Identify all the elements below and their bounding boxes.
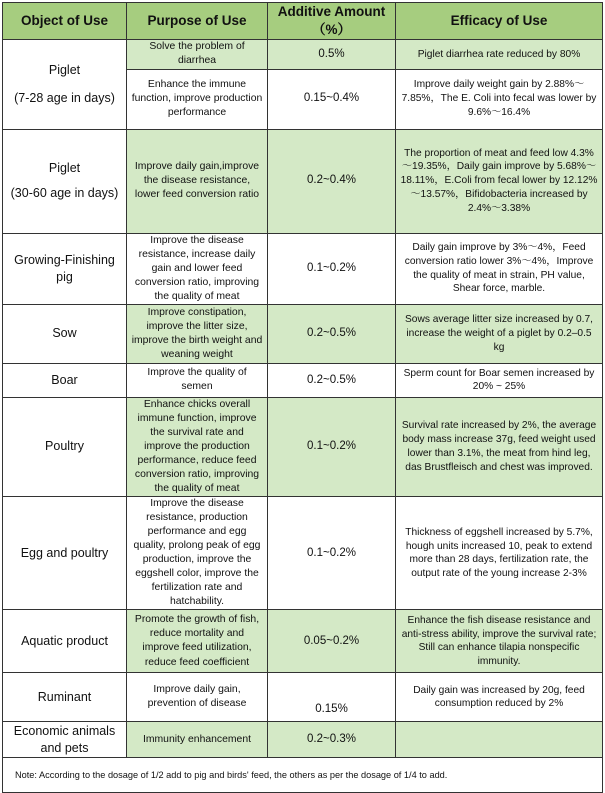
object-cell: Sow (3, 304, 127, 363)
amount-cell: 0.15~0.4% (268, 69, 396, 129)
amount-cell: 0.15% (268, 673, 396, 722)
dosage-note: Note: According to the dosage of 1/2 add to pig and birds' feed, the others as per the dosage of 1/4 to add. (3, 758, 603, 793)
amount-cell: 0.5% (268, 40, 396, 69)
header-object: Object of Use (3, 3, 127, 40)
efficacy-cell: Daily gain was increased by 20g, feed consumption reduced by 2% (396, 673, 603, 722)
amount-cell: 0.2~0.5% (268, 363, 396, 397)
header-purpose: Purpose of Use (127, 3, 268, 40)
efficacy-cell: Survival rate increased by 2%, the average body mass increase 37g, feed weight used lower than 3.1%, the meat from hind leg, das Brustfleisch and chest was improved. (396, 397, 603, 496)
amount-cell: 0.1~0.2% (268, 397, 396, 496)
amount-cell: 0.1~0.2% (268, 233, 396, 304)
amount-cell: 0.2~0.3% (268, 722, 396, 758)
amount-cell: 0.05~0.2% (268, 610, 396, 673)
object-cell: Boar (3, 363, 127, 397)
efficacy-cell: The proportion of meat and feed low 4.3%～19.35%，Daily gain improve by 5.68%～18.11%，E.Coli from fecal lower by 12.12%～13.57%，Bifidobacteria increased by 2.4%～3.38% (396, 129, 603, 233)
object-subtitle: (7-28 age in days) (14, 91, 115, 106)
object-cell: Ruminant (3, 673, 127, 722)
table-row (3, 129, 603, 233)
note-row (3, 758, 603, 793)
table-row (3, 722, 603, 758)
amount-cell: 0.2~0.4% (268, 129, 396, 233)
purpose-cell: Enhance chicks overall immune function, improve the survival rate and improve the production performance, reduce feed conversion ratio, improving the quality of meat (127, 397, 268, 496)
table-row (3, 233, 603, 304)
efficacy-cell: Sperm count for Boar semen increased by 20% ~ 25% (396, 363, 603, 397)
purpose-cell: Enhance the immune function, improve production performance (127, 69, 268, 129)
object-cell (3, 40, 127, 129)
table-row (3, 40, 603, 69)
object-cell: Egg and poultry (3, 497, 127, 610)
purpose-cell: Solve the problem of diarrhea (127, 40, 268, 69)
efficacy-cell: Improve daily weight gain by 2.88%～7.85%，The E. Coli into fecal was lower by 9.6%～16.4% (396, 69, 603, 129)
purpose-cell: Improve daily gain,improve the disease resistance, lower feed conversion ratio (127, 129, 268, 233)
amount-cell: 0.2~0.5% (268, 304, 396, 363)
object-cell: Aquatic product (3, 610, 127, 673)
purpose-cell: Improve daily gain, prevention of disease (127, 673, 268, 722)
object-name: Piglet (48, 62, 81, 77)
additive-usage-table (2, 2, 603, 793)
purpose-cell: Improve the disease resistance, production performance and egg quality, prolong peak of egg production, improve the eggshell color, improve the fertilization rate and hatchability. (127, 497, 268, 610)
object-subtitle: (30-60 age in days) (10, 186, 119, 201)
object-cell: Poultry (3, 397, 127, 496)
amount-cell: 0.1~0.2% (268, 497, 396, 610)
table-row (3, 363, 603, 397)
purpose-cell: Improve constipation, improve the litter size, improve the birth weight and weaning weight (127, 304, 268, 363)
efficacy-cell: Enhance the fish disease resistance and anti-stress ability, improve the survival rate; Still can enhance tilapia nonspecific immunity. (396, 610, 603, 673)
purpose-cell: Promote the growth of fish, reduce mortality and improve feed utilization, reduce feed coefficient (127, 610, 268, 673)
purpose-cell: Improve the quality of semen (127, 363, 268, 397)
object-cell: Economic animals and pets (3, 722, 127, 758)
efficacy-cell: Thickness of eggshell increased by 5.7%, hough units increased 10, peak to extend more than 28 days, fertilization rate, the output rate of the young increase 2-3% (396, 497, 603, 610)
object-cell (3, 129, 127, 233)
table-row (3, 497, 603, 610)
efficacy-cell: Piglet diarrhea rate reduced by 80% (396, 40, 603, 69)
purpose-cell: Improve the disease resistance, increase daily gain and lower feed conversion ratio, improving the quality of meat (127, 233, 268, 304)
table-row (3, 397, 603, 496)
table-row (3, 610, 603, 673)
header-row (3, 3, 603, 40)
purpose-cell: Immunity enhancement (127, 722, 268, 758)
header-amount: Additive Amount（%） (268, 3, 396, 40)
header-efficacy: Efficacy of Use (396, 3, 603, 40)
object-name: Piglet (48, 161, 81, 176)
efficacy-cell (396, 722, 603, 758)
object-cell: Growing-Finishing pig (3, 233, 127, 304)
additive-table-container (2, 2, 602, 793)
efficacy-cell: Sows average litter size increased by 0.7, increase the weight of a piglet by 0.2–0.5 kg (396, 304, 603, 363)
table-row (3, 673, 603, 722)
table-row (3, 304, 603, 363)
efficacy-cell: Daily gain improve by 3%～4%，Feed conversion ratio lower 3%～4%，Improve the quality of meat in strain, PH value, Shear force, marble. (396, 233, 603, 304)
